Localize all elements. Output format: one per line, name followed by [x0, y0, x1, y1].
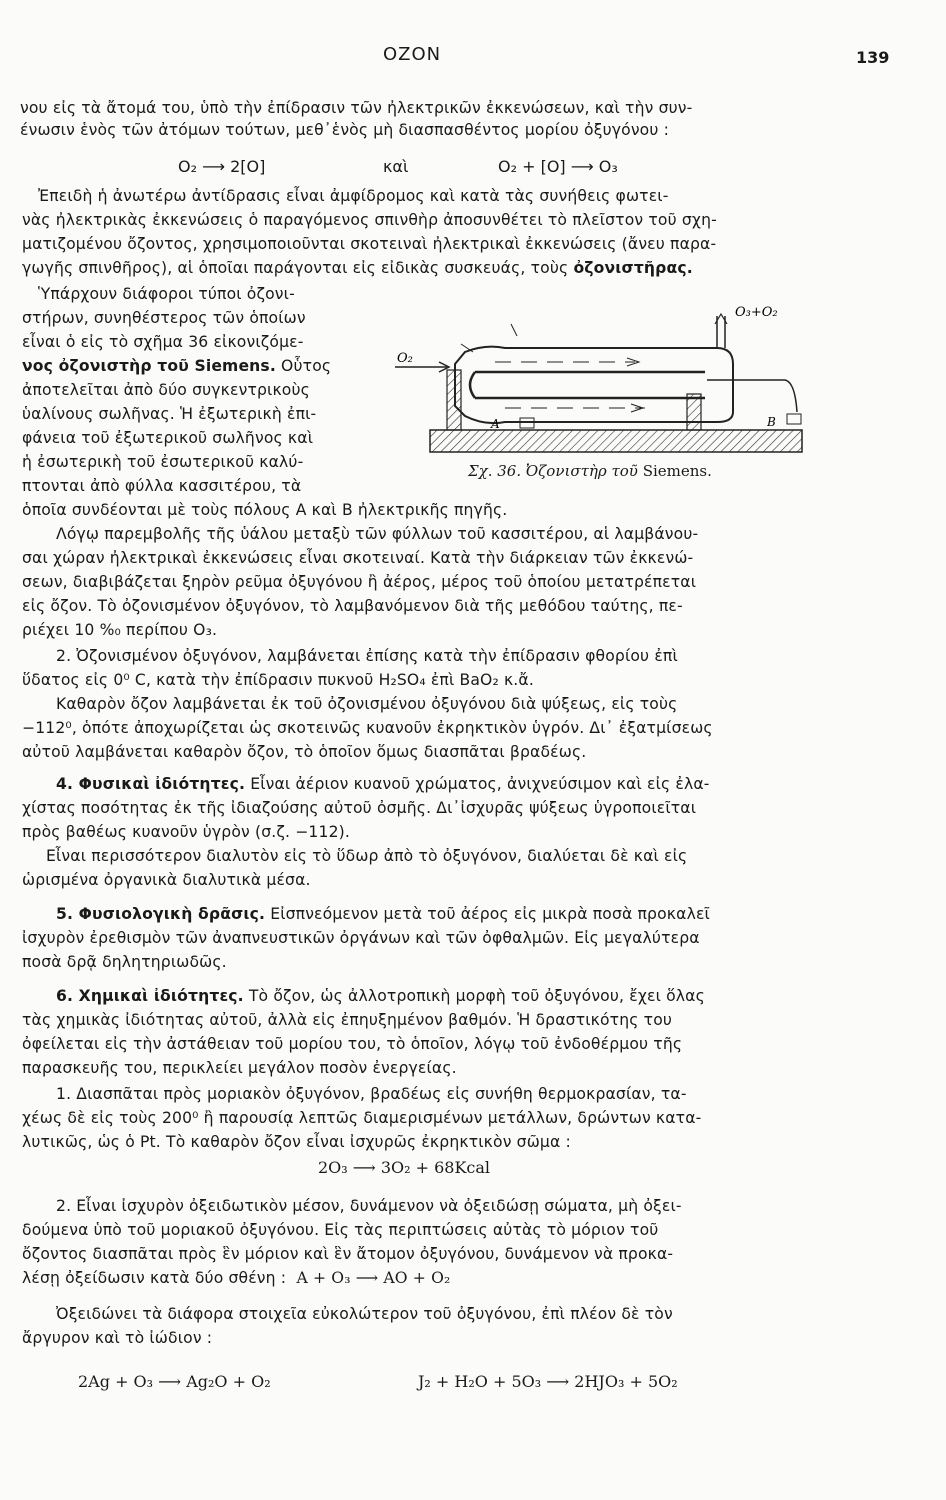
section6-line-2: τὰς χημικὰς ἰδιότητας αὐτοῦ, ἀλλὰ εἰς ἐπηυξημένον βαθμόν. Ἡ δραστικότης του — [22, 1011, 673, 1029]
para6-line-2: −112⁰, ὁπότε ἀποχωρίζεται ὡς σκοτεινῶς κυανοῦν ἐκρηκτικὸν ὑγρόν. Δι᾽ ἐξατμίσεως — [22, 719, 713, 737]
term-siemens-ozonizer: νος ὀζονιστὴρ τοῦ Siemens. — [22, 357, 276, 375]
para3-line-2: στήρων, συνηθέστερος τῶν ὁποίων — [22, 309, 306, 327]
intro-line-1: νου εἰς τὰ ἄτομά του, ὑπὸ τὴν ἐπίδρασιν τῶν ἠλεκτρικῶν ἐκκενώσεων, καὶ τὴν συν- — [20, 99, 693, 117]
figure-caption — [468, 462, 712, 480]
flow-lines — [495, 362, 645, 408]
para8-line-2: δούμενα ὑπὸ τοῦ μοριακοῦ ὀξυγόνου. Εἰς τὰς περιπτώσεις αὐτὰς τὸ μόριον τοῦ — [22, 1221, 659, 1239]
caption-name: Siemens. — [642, 462, 712, 480]
equation-4: 2Ag + O₃ ⟶ Ag₂O + O₂ — [78, 1372, 271, 1391]
section6-line-1 — [56, 986, 705, 1006]
para9-line-1: Ὀξειδώνει τὰ διάφορα στοιχεῖα εὐκολώτερον τοῦ ὀξυγόνου, ἐπὶ πλέον δὲ τὸν — [56, 1305, 673, 1323]
para6-line-3: αὐτοῦ λαμβάνεται καθαρὸν ὄζον, τὸ ὁποῖον ὅμως διασπᾶται βραδέως. — [22, 743, 587, 761]
section6-line-1-text: Τὸ ὄζον, ὡς ἀλλοτροπικὴ μορφὴ τοῦ ὀξυγόνου, ἔχει ὅλας — [243, 987, 705, 1005]
para4-line-1: Λόγῳ παρεμβολῆς τῆς ὑάλου μεταξὺ τῶν φύλλων τοῦ κασσιτέρου, αἱ λαμβάνου- — [56, 525, 699, 543]
section4-line-3: πρὸς βαθέως κυανοῦν ὑγρὸν (σ.ζ. −112). — [22, 823, 350, 841]
equation-1-middle: καὶ — [383, 157, 409, 176]
equation-3: A + O₃ ⟶ AO + O₂ — [296, 1269, 451, 1287]
inner-tube-end — [470, 372, 475, 398]
section4-line-4: Εἶναι περισσότερον διαλυτὸν εἰς τὸ ὕδωρ ἀπὸ τὸ ὀξυγόνον, διαλύεται δὲ καὶ εἰς — [46, 847, 688, 865]
para2-line-1: Ἐπειδὴ ἡ ἀνωτέρω ἀντίδρασις εἶναι ἀμφίδρομος καὶ κατὰ τὰς συνήθεις φωτει- — [38, 187, 669, 205]
para4-line-2: σαι χώραν ἠλεκτρικαὶ ἐκκενώσεις εἶναι σκοτειναί. Κατὰ τὴν διάρκειαν τῶν ἐκκενώ- — [22, 549, 694, 567]
term-ozonizers: ὀζονιστῆρας. — [573, 259, 693, 277]
para6-line-1: Καθαρὸν ὄζον λαμβάνεται ἐκ τοῦ ὀζονισμένου ὀξυγόνου διὰ ψύξεως, εἰς τοὺς — [56, 695, 678, 713]
equation-2: 2O₃ ⟶ 3O₂ + 68Kcal — [318, 1158, 491, 1177]
para5-line-2: ὕδατος εἰς 0⁰ C, κατὰ τὴν ἐπίδρασιν πυκνοῦ H₂SO₄ ἐπὶ BaO₂ κ.ἄ. — [22, 671, 534, 689]
para7-line-3: λυτικῶς, ὡς ὁ Pt. Τὸ καθαρὸν ὄζον εἶναι ἰσχυρῶς ἐκρηκτικὸν σῶμα : — [22, 1133, 571, 1151]
section4-line-5: ὡρισμένα ὀργανικὰ διαλυτικὰ μέσα. — [22, 871, 311, 889]
right-support — [687, 394, 701, 430]
section5-heading: 5. Φυσιολογικὴ δρᾶσις. — [56, 905, 266, 923]
para3-line-6: ὑαλίνους σωλῆνας. Ἡ ἐξωτερικὴ ἐπι- — [22, 405, 317, 423]
wire-b — [707, 380, 797, 412]
inner-tube — [475, 372, 705, 398]
section6-line-3: ὀφείλεται εἰς τὴν ἀστάθειαν τοῦ μορίου του, τὸ ὁποῖον, λόγῳ τοῦ ἐνδοθέρμου τῆς — [22, 1035, 683, 1053]
para7-line-1: 1. Διασπᾶται πρὸς μοριακὸν ὀξυγόνον, βραδέως εἰς συνήθη θερμοκρασίαν, τα- — [56, 1085, 687, 1103]
para4-line-3: σεων, διαβιβάζεται ξηρὸν ρεῦμα ὀξυγόνου ἢ ἀέρος, μέρος τοῦ ὁποίου μετατρέπεται — [22, 573, 697, 591]
base-stand — [430, 430, 802, 452]
para8-line-3: ὄζοντος διασπᾶται πρὸς ἓν μόριον καὶ ἓν ἄτομον ὀξυγόνου, δυνάμενον νὰ προκα- — [22, 1245, 674, 1263]
para3-line-4-text: Οὗτος — [275, 357, 332, 375]
para2-line-4 — [22, 258, 693, 278]
para8-line-1: 2. Εἶναι ἰσχυρὸν ὀξειδωτικὸν μέσον, δυνάμενον νὰ ὀξειδώσῃ σώματα, μὴ ὀξει- — [56, 1197, 682, 1215]
equation-1-right: O₂ + [O] ⟶ O₃ — [498, 157, 618, 176]
page-header — [0, 44, 946, 74]
section4-line-2: χίστας ποσότητας ἐκ τῆς ἰδιαζούσης αὐτοῦ ὀσμῆς. Δι᾽ἰσχυρᾶς ψύξεως ὑγροποιεῖται — [22, 799, 697, 817]
section5-line-1-text: Εἰσπνεόμενον μετὰ τοῦ ἀέρος εἰς μικρὰ ποσὰ προκαλεῖ — [265, 905, 710, 923]
equation-5: J₂ + H₂O + 5O₃ ⟶ 2HJO₃ + 5O₂ — [418, 1372, 678, 1391]
flow-arrows — [627, 358, 643, 412]
terminal-b — [787, 414, 801, 424]
para3-line-7: φάνεια τοῦ ἐξωτερικοῦ σωλῆνος καὶ — [22, 429, 314, 447]
running-title: ΟΖΟΝ — [383, 44, 442, 65]
caption-text: Ὀζονιστὴρ τοῦ — [525, 462, 638, 480]
section5-line-1 — [56, 904, 710, 924]
para3-line-8: ἡ ἐσωτερικὴ τοῦ ἐσωτερικοῦ καλύ- — [22, 453, 304, 471]
section6-heading: 6. Χημικαὶ ἰδιότητες. — [56, 987, 244, 1005]
siemens-ozonizer-figure — [395, 302, 825, 462]
label-inlet: O₂ — [397, 351, 413, 366]
section6-line-4: παρασκευῆς του, περικλείει μεγάλον ποσὸν ἐνεργείας. — [22, 1059, 457, 1077]
para7-line-2: χέως δὲ εἰς τοὺς 200⁰ ἢ παρουσίᾳ λεπτῶς διαμερισμένων μετάλλων, δρώντων κατα- — [22, 1109, 702, 1127]
para3-line-9: πτονται ἀπὸ φύλλα κασσιτέρου, τὰ — [22, 477, 302, 495]
label-outlet: O₃+O₂ — [735, 305, 778, 320]
outlet-pipe — [717, 316, 725, 348]
section5-line-3: ποσὰ δρᾷ δηλητηριωδῶς. — [22, 953, 227, 971]
para2-line-4-text: γωγῆς σπινθῆρος), αἱ ὁποῖαι παράγονται εἰς εἰδικὰς συσκευάς, τοὺς — [22, 259, 574, 277]
label-a: A — [491, 417, 500, 431]
section4-heading: 4. Φυσικαὶ ἰδιότητες. — [56, 775, 246, 793]
para3-line-10: ὁποῖα συνδέονται μὲ τοὺς πόλους Α καὶ Β ἠλεκτρικῆς πηγῆς. — [22, 501, 508, 519]
para8-line-4-text: λέσῃ ὀξείδωσιν κατὰ δύο σθένη : — [22, 1269, 287, 1287]
caption-number: Σχ. 36. — [468, 462, 522, 480]
equation-1-left: O₂ ⟶ 2[O] — [178, 157, 266, 176]
label-b: B — [767, 415, 776, 429]
intro-line-2: ένωσιν ἑνὸς τῶν ἀτόμων τούτων, μεθ᾽ἑνὸς μὴ διασπασθέντος μορίου ὀξυγόνου : — [20, 121, 670, 139]
para5-line-1: 2. Ὀζονισμένον ὀξυγόνον, λαμβάνεται ἐπίσης κατὰ τὴν ἐπίδρασιν φθορίου ἐπὶ — [56, 647, 678, 665]
para4-line-4: εἰς ὄζον. Τὸ ὀζονισμένον ὀξυγόνον, τὸ λαμβανόμενον διὰ τῆς μεθόδου ταύτης, πε- — [22, 597, 683, 615]
para8-line-4 — [22, 1268, 450, 1288]
para3-line-4 — [22, 356, 331, 376]
para3-line-1: Ὑπάρχουν διάφοροι τύποι ὀζονι- — [38, 285, 295, 303]
section4-line-1-text: Εἶναι ἀέριον κυανοῦ χρώματος, ἀνιχνεύσιμον καὶ εἰς ἐλα- — [245, 775, 710, 793]
para3-line-3: εἶναι ὁ εἰς τὸ σχῆμα 36 εἰκονιζόμε- — [22, 333, 304, 351]
para9-line-2: ἄργυρον καὶ τὸ ἰώδιον : — [22, 1329, 213, 1347]
para2-line-2: νὰς ἠλεκτρικὰς ἐκκενώσεις ὁ παραγόμενος σπινθὴρ ἀποσυνθέτει τὸ πλεῖστον τοῦ σχη- — [22, 211, 717, 229]
page-number: 139 — [856, 48, 890, 67]
section4-line-1 — [56, 774, 710, 794]
para4-line-5: ριέχει 10 %₀ περίπου O₃. — [22, 621, 218, 639]
section5-line-2: ἰσχυρὸν ἐρεθισμὸν τῶν ἀναπνευστικῶν ὀργάνων καὶ τῶν ὀφθαλμῶν. Εἰς μεγαλύτερα — [22, 929, 700, 947]
para2-line-3: ματιζομένου ὄζοντος, χρησιμοποιοῦνται σκοτειναὶ ἠλεκτρικαὶ ἐκκενώσεις (ἄνευ παρα- — [22, 235, 717, 253]
para3-line-5: ἀποτελεῖται ἀπὸ δύο συγκεντρικοὺς — [22, 381, 310, 399]
